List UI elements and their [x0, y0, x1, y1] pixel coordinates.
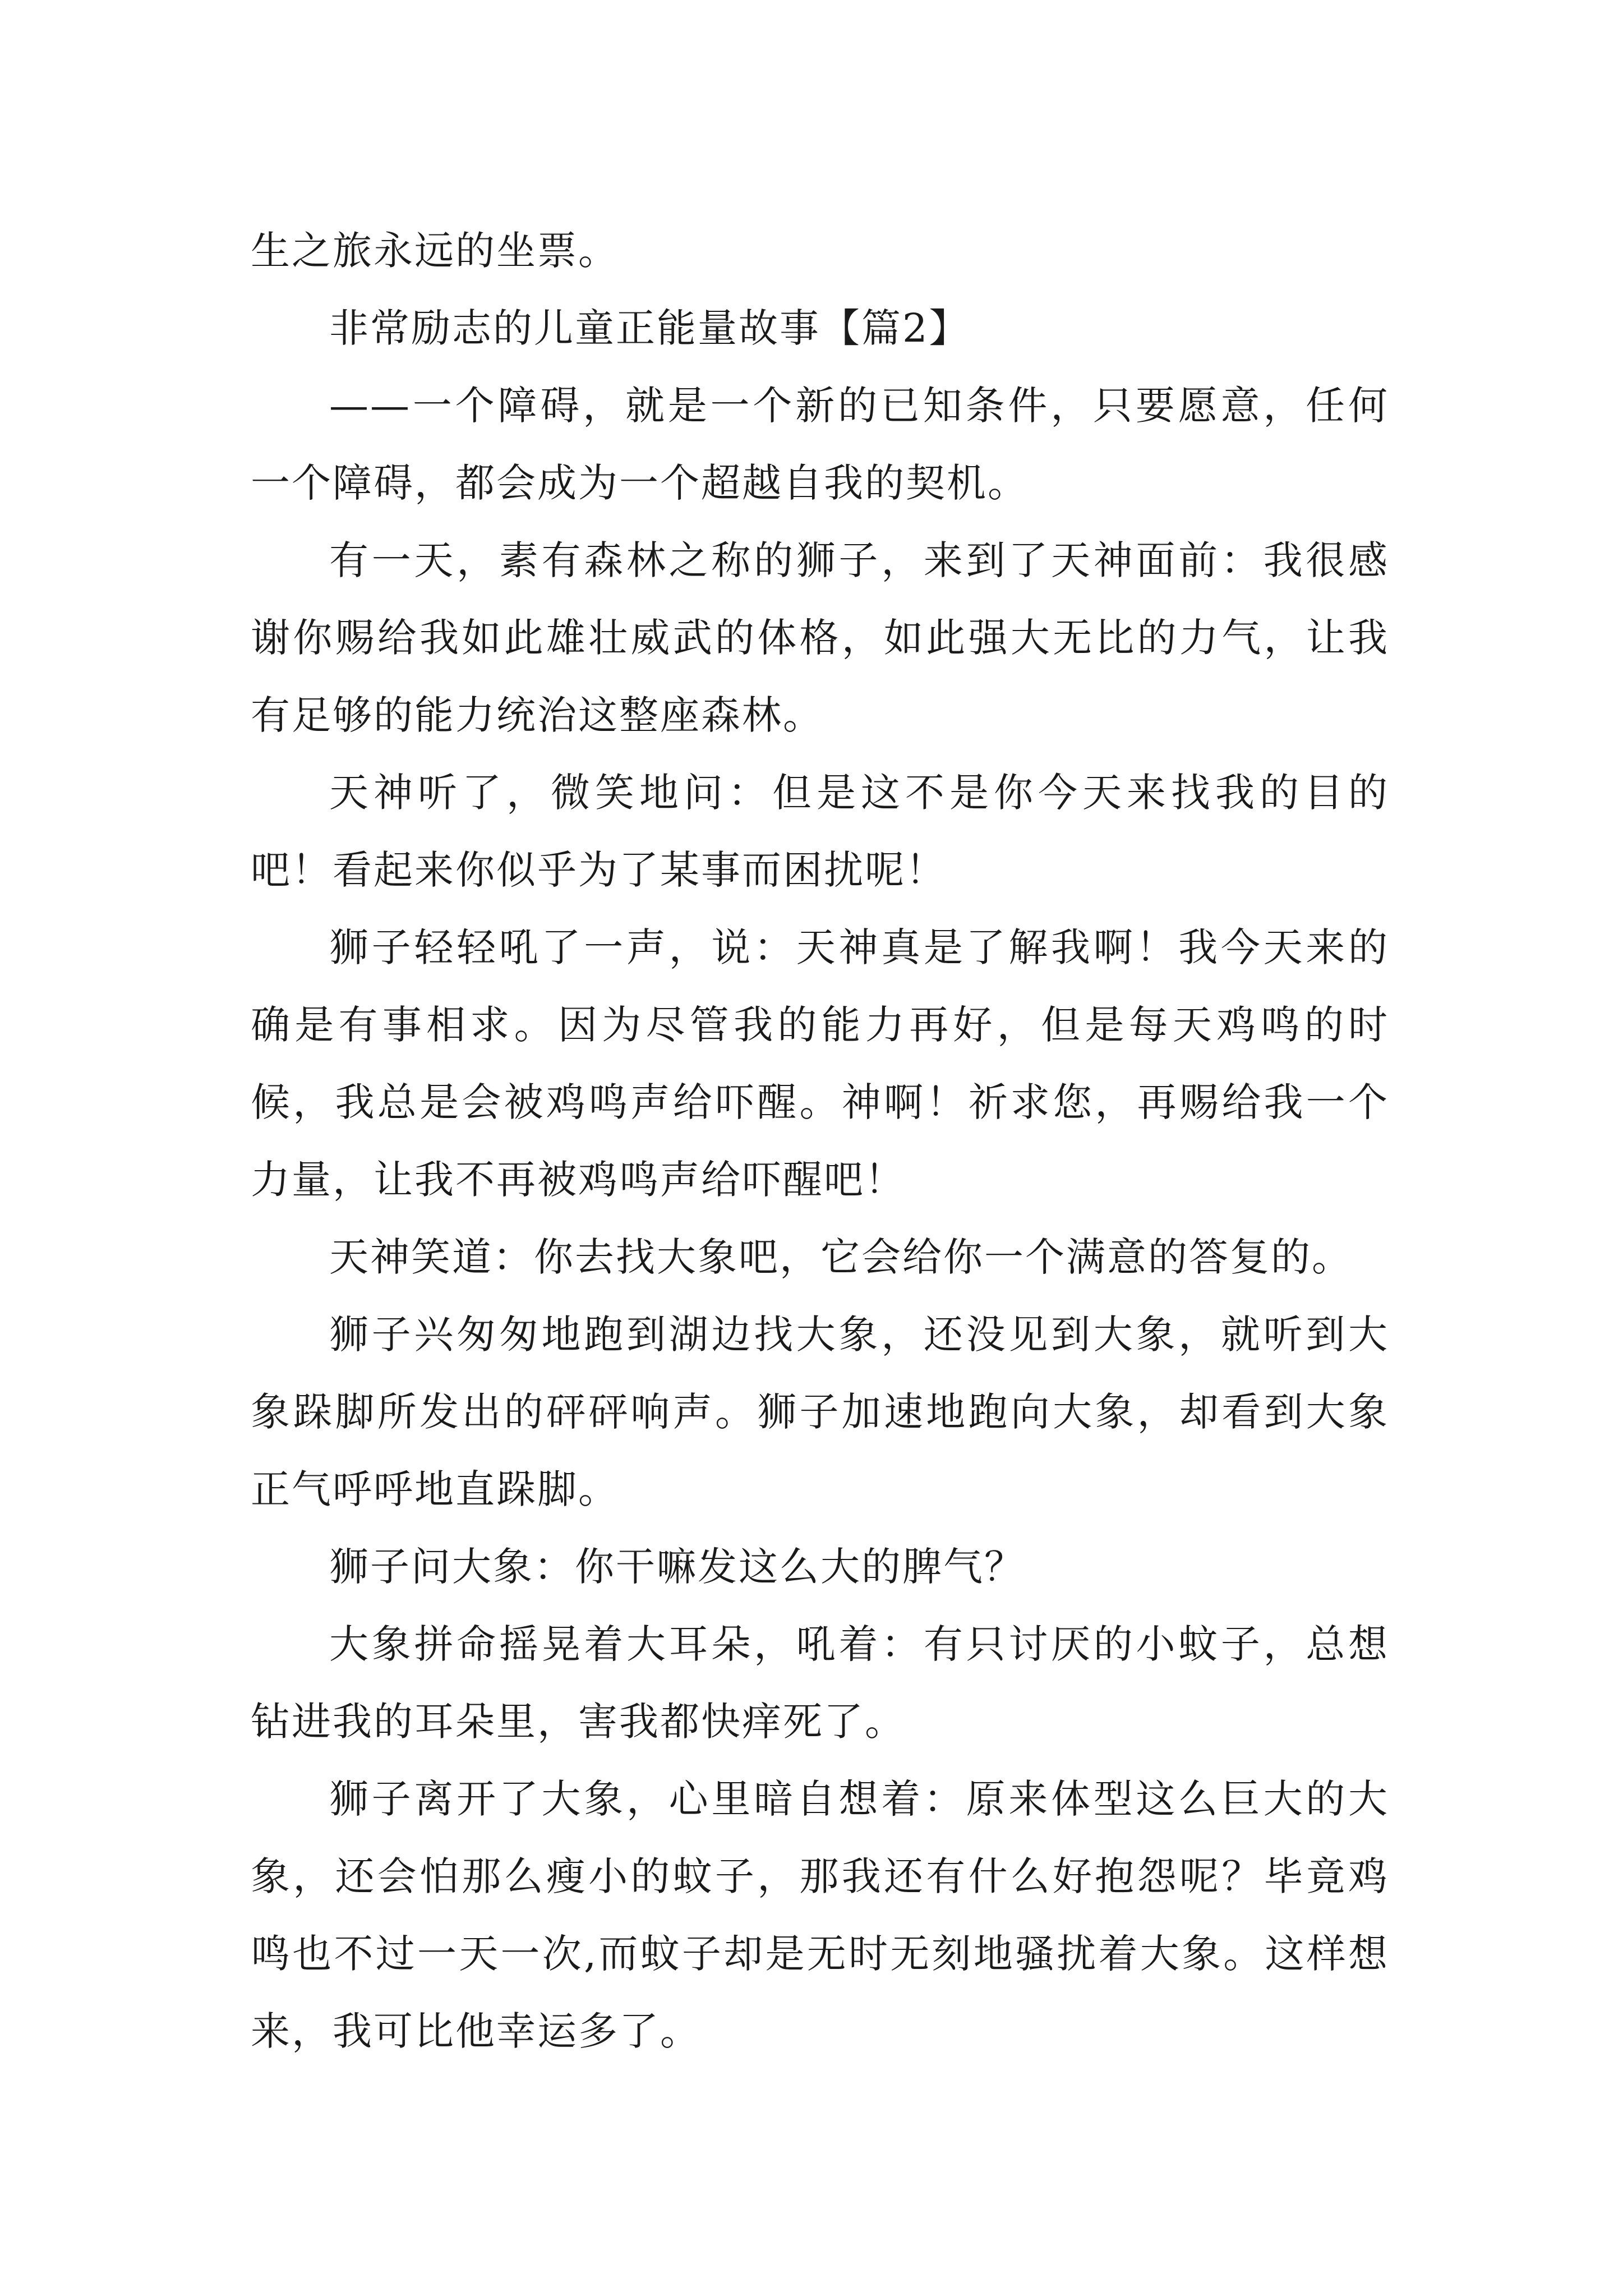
paragraph: 狮子问大象：你干嘛发这么大的脾气？ — [329, 1544, 1025, 1590]
paragraph-epigraph: ——一个障碍，就是一个新的已知条件，只要愿意，任何一个障碍，都会成为一个超越自我的契机。 — [251, 383, 1389, 506]
paragraph: 狮子离开了大象，心里暗自想着：原来体型这么巨大的大象，还会怕那么瘦小的蚊子，那我还有什么好抱怨呢？毕竟鸡鸣也不过一天一次,而蚊子却是无时无刻地骚扰着大象。这样想来，我可比他幸运多了。 — [251, 1776, 1389, 2054]
paragraph: 天神听了，微笑地问：但是这不是你今天来找我的目的吧！看起来你似乎为了某事而困扰呢！ — [251, 770, 1389, 893]
document-body — [251, 212, 1389, 2070]
section-heading: 非常励志的儿童正能量故事【篇2】 — [329, 305, 970, 351]
paragraph: 大象拼命摇晃着大耳朵，吼着：有只讨厌的小蚊子，总想钻进我的耳朵里，害我都快痒死了。 — [251, 1621, 1389, 1745]
paragraph: 有一天，素有森林之称的狮子，来到了天神面前：我很感谢你赐给我如此雄壮威武的体格，如此强大无比的力气，让我有足够的能力统治这整座森林。 — [251, 537, 1389, 738]
paragraph: 狮子轻轻吼了一声，说：天神真是了解我啊！我今天来的确是有事相求。因为尽管我的能力再好，但是每天鸡鸣的时候，我总是会被鸡鸣声给吓醒。神啊！祈求您，再赐给我一个力量，让我不再被鸡鸣声给吓醒吧！ — [251, 924, 1389, 1203]
paragraph: 狮子兴匆匆地跑到湖边找大象，还没见到大象，就听到大象跺脚所发出的砰砰响声。狮子加速地跑向大象，却看到大象正气呼呼地直跺脚。 — [251, 1312, 1389, 1512]
paragraph-continuation: 生之旅永远的坐票。 — [251, 228, 619, 274]
paragraph: 天神笑道：你去找大象吧，它会给你一个满意的答复的。 — [329, 1234, 1353, 1280]
